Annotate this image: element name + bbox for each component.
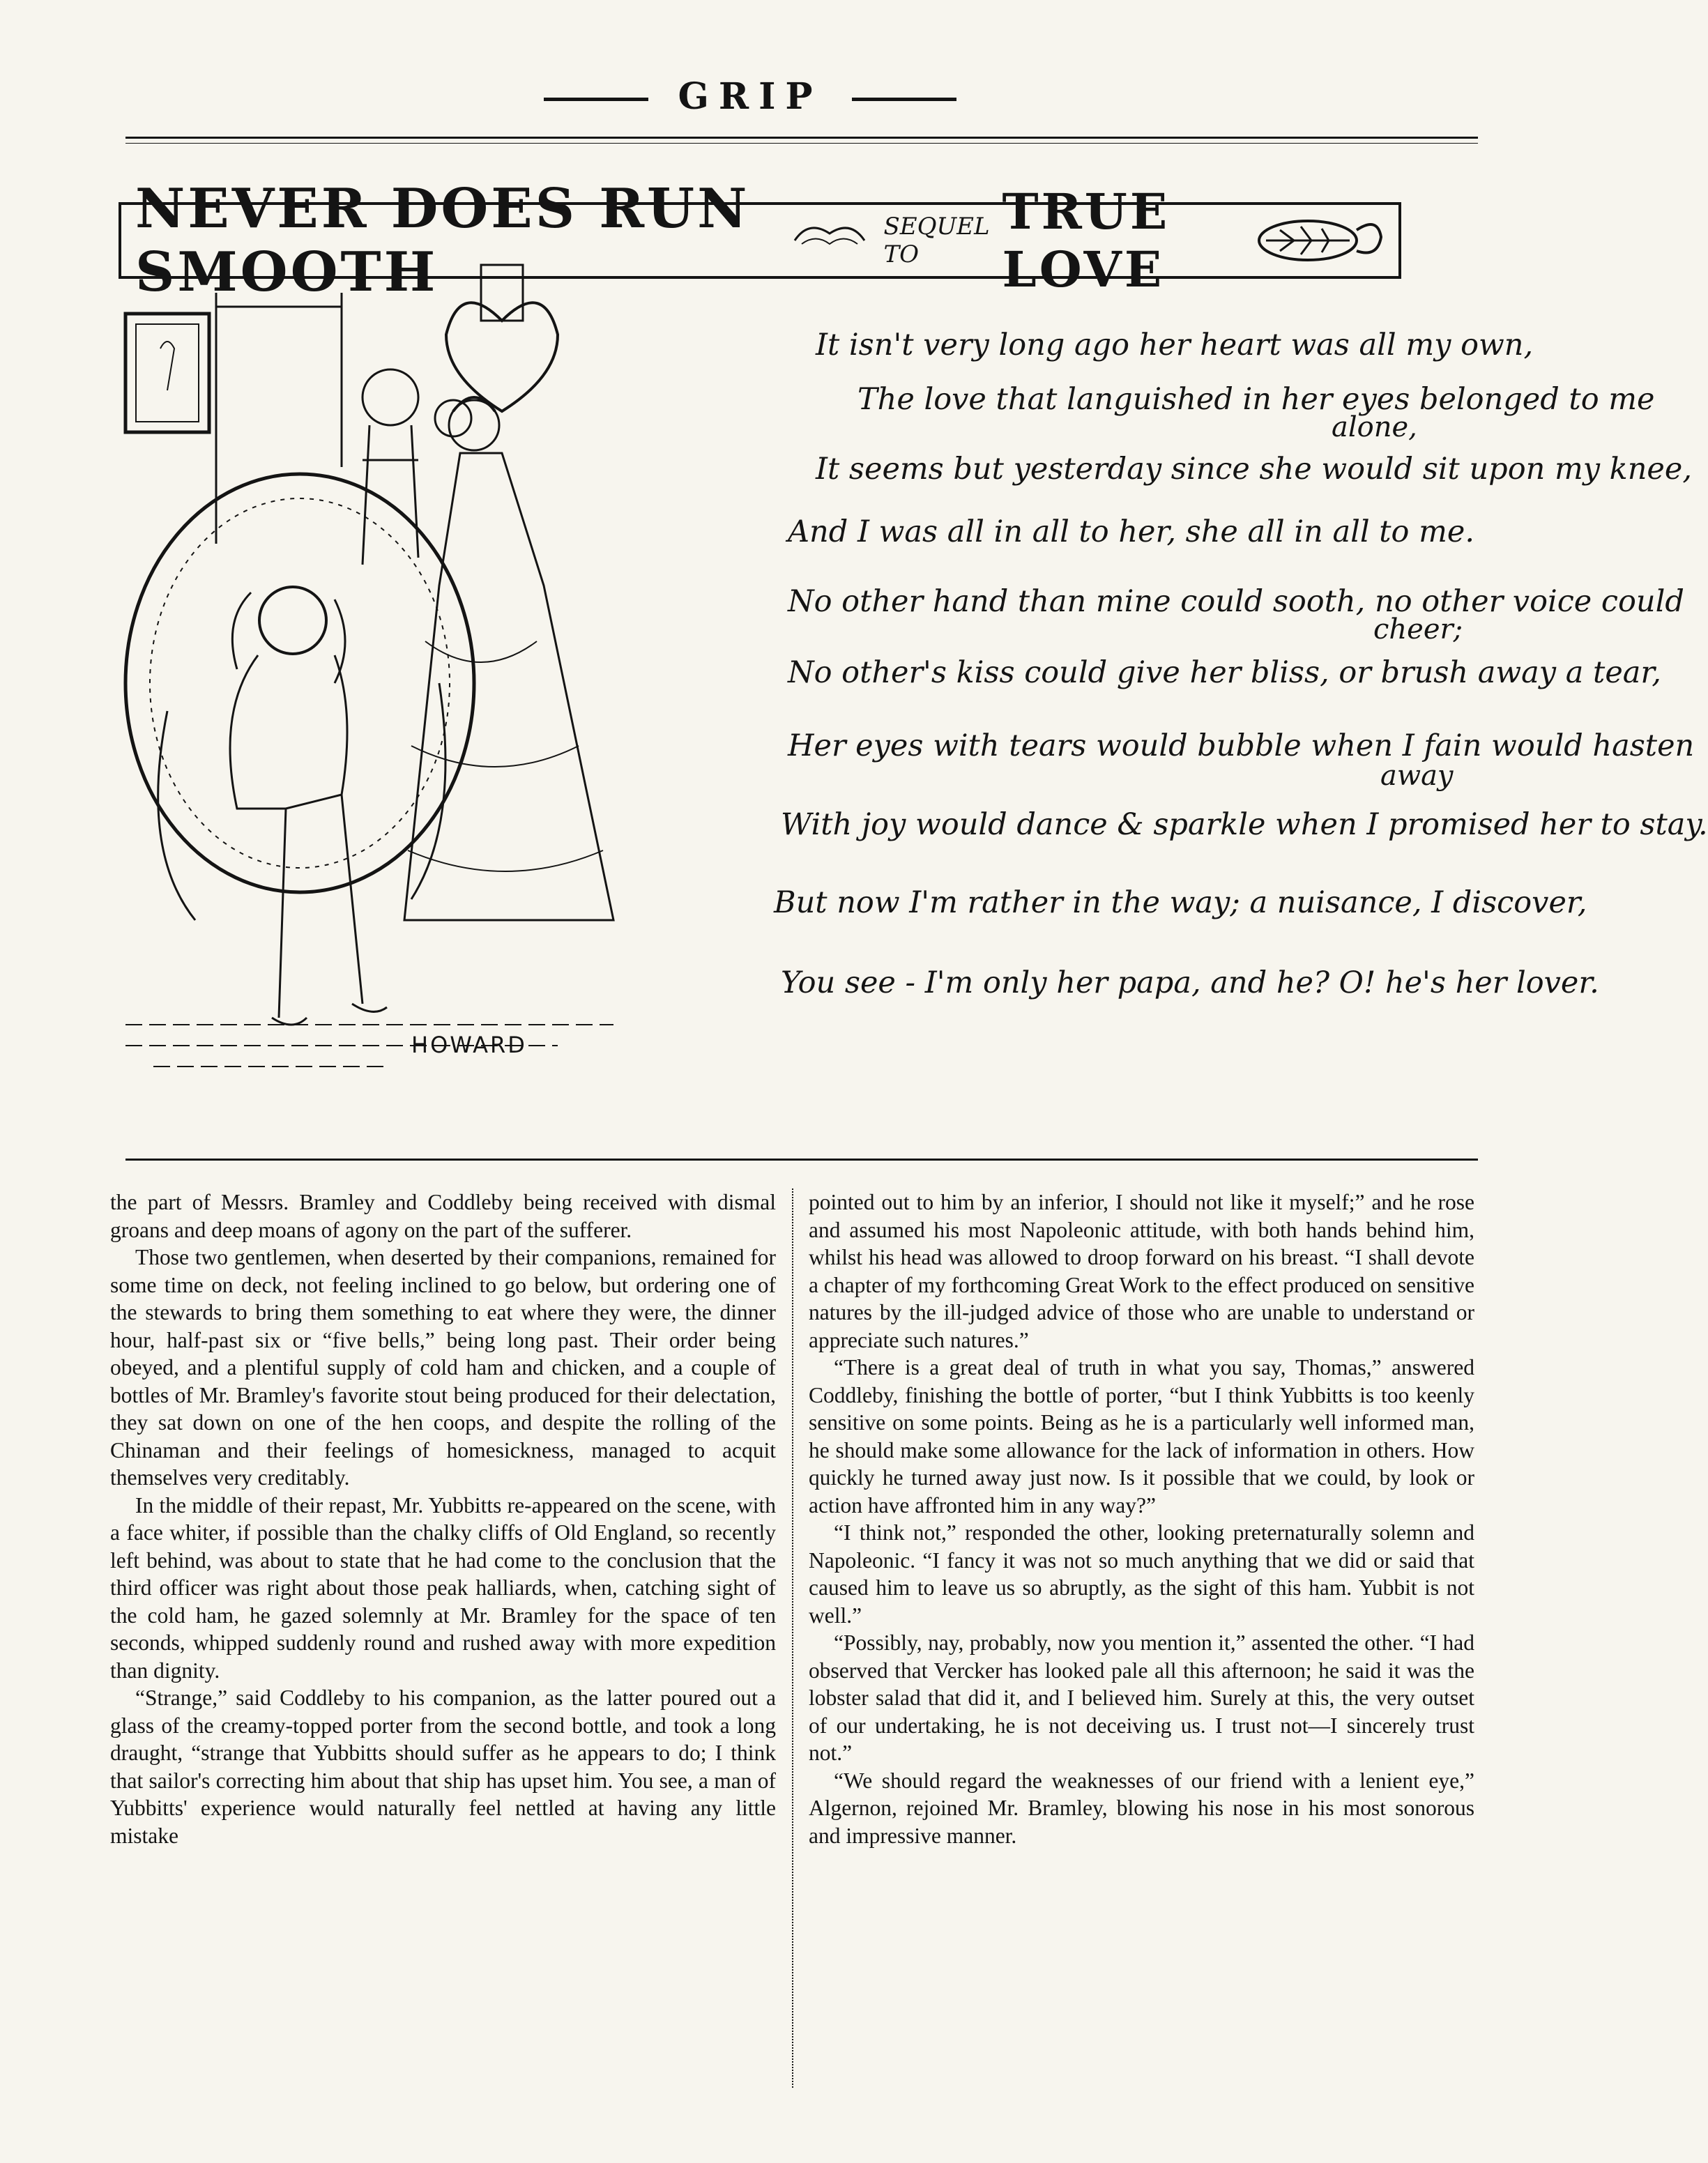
article-paragraph: “I think not,” responded the other, looking preternaturally solemn and Napoleonic. “I fancy it was not so much anything that we did or said that caused him to leave us so abruptly, as the sight of this ham. Yubbit is not well.” xyxy=(809,1520,1474,1628)
article-column-right xyxy=(809,1188,1474,1849)
poem-line: With joy would dance & sparkle when I promised her to stay. xyxy=(781,807,1708,842)
banner-title-part1: NEVER DOES RUN SMOOTH xyxy=(135,177,750,304)
column-divider xyxy=(792,1188,793,2088)
poem-line: Her eyes with tears would bubble when I fain would hasten xyxy=(788,728,1695,763)
article-column-left xyxy=(110,1188,776,1849)
poem xyxy=(774,328,1708,1060)
poem-line: You see - I'm only her papa, and he? O! he's her lover. xyxy=(781,965,1599,1000)
poem-line-continuation: alone, xyxy=(1332,411,1417,443)
article-paragraph: “Strange,” said Coddleby to his companion, as the latter poured out a glass of the creamy-topped porter from the second bottle, and took a long draught, “strange that Yubbitts should suffer as he appears to do; I think that sailor's correcting him about that ship has upset him. You see, a man of Yubbitts' experience would naturally feel nettled at having any little mistake xyxy=(110,1686,776,1848)
article-paragraph: In the middle of their repast, Mr. Yubbitts re-appeared on the scene, with a face whiter, if possible than the chalky cliffs of Old England, so recently left behind, was about to state that he had come to the conclusion that the third officer was right about those peak halliards, when, catching sight of the cold ham, he gazed solemnly at Mr. Bramley for the space of ten seconds, whipped suddenly round and rushed away with more expedition than dignity. xyxy=(110,1492,776,1683)
title-banner xyxy=(119,177,1401,304)
winged-heart-icon xyxy=(788,213,871,268)
poem-line-continuation: cheer; xyxy=(1373,613,1463,645)
poem-line-continuation: away xyxy=(1380,760,1454,792)
masthead-rule-right xyxy=(852,98,956,101)
masthead xyxy=(0,75,1500,118)
article-paragraph: Those two gentlemen, when deserted by their companions, remained for some time on deck, not feeling inclined to go below, but ordering one of the stewards to bring them something to eat where they were, the dinner hour, half-past six or “five bells,” being long past. Their order being obeyed, and a plentiful supply of cold ham and chicken, and a couple of bottles of Mr. Bramley's favorite stout being produced for their delectation, they sat down on one of the hen coops, and despite the rolling of the Chinaman and their feelings of homesickness, managed to acquit themselves very creditably. xyxy=(110,1245,776,1490)
masthead-rule-left xyxy=(544,98,648,101)
poem-line: It isn't very long ago her heart was all my own, xyxy=(816,328,1534,362)
section-rule xyxy=(125,1159,1478,1161)
banner-sequel: SEQUEL TO xyxy=(883,213,990,268)
article-paragraph: the part of Messrs. Bramley and Coddleby being received with dismal groans and deep moans of agony on the part of the sufferer. xyxy=(110,1190,776,1242)
header-rule xyxy=(125,137,1478,144)
illustration-father-daughter-suitor xyxy=(112,293,781,1094)
article-paragraph: “Possibly, nay, probably, now you mention it,” assented the other. “I had observed that Vercker has looked pale all this afternoon; he said it was the lobster salad that did it, and I believed him. Surely at this, the very outset of our undertaking, he is not deceiving us. I trust not—I sincerely trust not.” xyxy=(809,1630,1474,1765)
leaf-ornament-icon xyxy=(1245,209,1385,272)
poem-line: It seems but yesterday since she would sit upon my knee, xyxy=(816,452,1692,487)
poem-line: But now I'm rather in the way; a nuisance, I discover, xyxy=(774,885,1587,920)
masthead-title: GRIP xyxy=(678,75,823,118)
poem-line: And I was all in all to her, she all in all to me. xyxy=(788,514,1474,549)
article-columns xyxy=(110,1188,1487,2088)
poem-line: No other's kiss could give her bliss, or brush away a tear, xyxy=(788,655,1661,690)
article-paragraph: “We should regard the weaknesses of our friend with a lenient eye,” Algernon, rejoined Mr. Bramley, blowing his nose in his most sonorous and impressive manner. xyxy=(809,1768,1474,1848)
banner-title-part2: TRUE LOVE xyxy=(1002,183,1171,298)
poem-line: No other hand than mine could sooth, no other voice could xyxy=(788,584,1684,619)
poem-line: The love that languished in her eyes belonged to me xyxy=(857,382,1655,417)
article-paragraph: pointed out to him by an inferior, I should not like it myself;” and he rose and assumed his most Napoleonic attitude, with both hands behind him, whilst his head was allowed to droop forward on his breast. “I shall devote a chapter of my forthcoming Great Work to the effect produced on sensitive natures by the ill-judged advice of those who are unable to understand or appreciate such natures.” xyxy=(809,1190,1474,1352)
artist-signature: HOWARD xyxy=(411,1032,527,1058)
article-paragraph: “There is a great deal of truth in what you say, Thomas,” answered Coddleby, finishing the bottle of porter, “but I think Yubbitts is too keenly sensitive on some points. Being as he is a particularly well informed man, he should make some allowance for the lack of information in others. How quickly he turned away just now. Is it possible that we could, by look or action have affronted him in any way?” xyxy=(809,1355,1474,1518)
